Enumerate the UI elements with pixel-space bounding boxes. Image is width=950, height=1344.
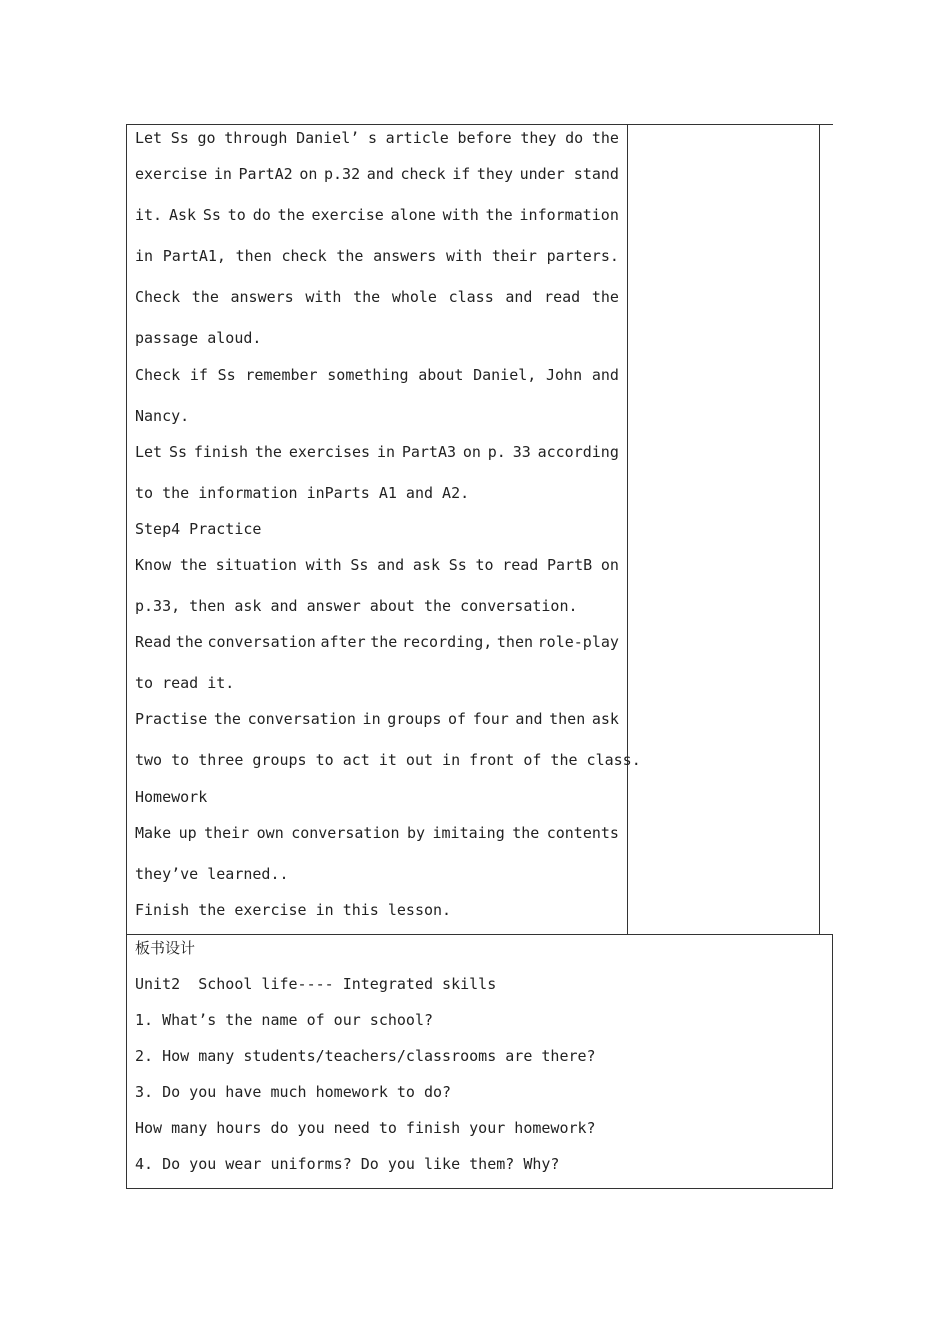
word: the	[370, 633, 398, 651]
word: in	[362, 710, 381, 728]
procedure-line	[135, 205, 619, 225]
word: PartB	[547, 556, 593, 574]
word: PartA3	[401, 443, 457, 461]
word: the	[591, 129, 619, 147]
word: do	[252, 206, 271, 224]
word: and	[366, 165, 394, 183]
word: information	[519, 206, 619, 224]
word: check	[281, 247, 327, 265]
procedure-line	[135, 365, 619, 385]
word: then	[235, 247, 272, 265]
word: imitaing	[432, 824, 505, 842]
word: check	[400, 165, 446, 183]
word: John	[546, 366, 583, 384]
word: with	[442, 206, 479, 224]
word: the	[175, 633, 203, 651]
board-item: 2. How many students/teachers/classrooms are there?	[135, 1047, 596, 1065]
word: the	[512, 824, 540, 842]
word: the	[336, 247, 364, 265]
word: in	[135, 247, 154, 265]
word: Ss	[170, 129, 189, 147]
word: and	[515, 710, 543, 728]
procedure-line: to the information inParts A1 and A2.	[135, 484, 470, 502]
word: four	[472, 710, 509, 728]
word: read	[544, 288, 581, 306]
word: ask	[412, 556, 440, 574]
word: conversation	[207, 633, 316, 651]
word: Check	[135, 366, 181, 384]
table-top-border	[126, 124, 833, 125]
word: answers	[230, 288, 294, 306]
word: class	[448, 288, 494, 306]
procedure-line	[135, 823, 619, 843]
board-title: Unit2 School life---- Integrated skills	[135, 975, 497, 993]
word: groups	[387, 710, 442, 728]
word: Ask	[168, 206, 197, 224]
word: then	[496, 633, 534, 651]
word: it.	[135, 206, 163, 224]
word: with	[305, 556, 342, 574]
word: in	[213, 165, 232, 183]
word: Let	[135, 129, 163, 147]
word: Ss	[168, 443, 187, 461]
procedure-line	[135, 442, 619, 462]
procedure-line	[135, 709, 619, 729]
word: alone	[390, 206, 436, 224]
word: p.32	[324, 165, 361, 183]
word: after	[320, 633, 366, 651]
word: the	[254, 443, 282, 461]
word: the	[591, 288, 619, 306]
word: they	[476, 165, 513, 183]
word: parters.	[546, 247, 619, 265]
word: on	[600, 556, 619, 574]
board-heading: 板书设计	[135, 939, 196, 957]
word: finish	[193, 443, 249, 461]
word: exercises	[288, 443, 371, 461]
word: contents	[546, 824, 619, 842]
word: and	[591, 366, 619, 384]
word: if	[189, 366, 208, 384]
word: answers	[373, 247, 437, 265]
word: they	[520, 129, 557, 147]
word: with	[305, 288, 342, 306]
procedure-line: Nancy.	[135, 407, 190, 425]
word: the	[191, 288, 219, 306]
procedure-line	[135, 632, 619, 652]
board-right-border	[832, 934, 833, 1189]
word: Daniel’	[296, 129, 360, 147]
column-divider	[627, 124, 628, 935]
word: remember	[245, 366, 318, 384]
procedure-line: to read it.	[135, 674, 235, 692]
word: read	[502, 556, 539, 574]
procedure-line: Step4 Practice	[135, 520, 262, 538]
word: recording,	[401, 633, 493, 651]
word: Ss	[350, 556, 369, 574]
word: of	[448, 710, 467, 728]
word: exercise	[135, 165, 208, 183]
word: before	[457, 129, 512, 147]
word: then	[549, 710, 586, 728]
word: their	[204, 824, 250, 842]
board-item: 3. Do you have much homework to do?	[135, 1083, 452, 1101]
word: through	[224, 129, 288, 147]
word: article	[385, 129, 449, 147]
word: with	[446, 247, 483, 265]
board-section-divider	[126, 934, 833, 935]
procedure-line	[135, 164, 619, 184]
word: if	[452, 165, 471, 183]
word: on	[299, 165, 318, 183]
word: the	[485, 206, 513, 224]
word: and	[505, 288, 533, 306]
procedure-line	[135, 555, 619, 575]
word: conversation	[247, 710, 356, 728]
procedure-line: Finish the exercise in this lesson.	[135, 901, 452, 919]
procedure-line	[135, 128, 619, 148]
word: their	[491, 247, 537, 265]
word: ask	[591, 710, 619, 728]
word: according	[537, 443, 619, 461]
word: Practise	[135, 710, 208, 728]
word: role-play	[537, 633, 619, 651]
word: the	[277, 206, 305, 224]
word: in	[376, 443, 395, 461]
word: situation	[215, 556, 297, 574]
word: s	[367, 129, 377, 147]
word: do	[565, 129, 584, 147]
word: go	[197, 129, 216, 147]
word: exercise	[311, 206, 384, 224]
word: under stand	[519, 165, 619, 183]
word: 33	[512, 443, 531, 461]
procedure-line	[135, 246, 619, 266]
word: something	[327, 366, 409, 384]
word: p.	[487, 443, 506, 461]
procedure-line: two to three groups to act it out in front of the class.	[135, 751, 641, 769]
word: the	[213, 710, 241, 728]
word: Let	[135, 443, 163, 461]
word: PartA2	[238, 165, 293, 183]
word: to	[227, 206, 246, 224]
word: Ss	[217, 366, 236, 384]
word: Ss	[202, 206, 221, 224]
word: by	[407, 824, 426, 842]
word: PartA1,	[162, 247, 226, 265]
board-item: 1. What’s the name of our school?	[135, 1011, 434, 1029]
word: the	[179, 556, 207, 574]
word: Check	[135, 288, 181, 306]
word: about	[418, 366, 464, 384]
word: Know	[135, 556, 172, 574]
procedure-line: Homework	[135, 788, 208, 806]
board-item: 4. Do you wear uniforms? Do you like them? Why?	[135, 1155, 560, 1173]
table-bottom-border	[126, 1188, 833, 1189]
procedure-line	[135, 287, 619, 307]
word: Make	[135, 824, 172, 842]
word: up	[178, 824, 197, 842]
word: the	[353, 288, 381, 306]
word: Ss	[448, 556, 467, 574]
word: whole	[391, 288, 437, 306]
word: own	[256, 824, 284, 842]
procedure-line: p.33, then ask and answer about the conversation.	[135, 597, 578, 615]
table-left-border	[126, 124, 127, 1189]
word: conversation	[291, 824, 400, 842]
word: on	[462, 443, 481, 461]
word: Read	[135, 633, 172, 651]
procedure-line: they’ve learned..	[135, 865, 289, 883]
word: Daniel,	[473, 366, 537, 384]
word: and	[377, 556, 405, 574]
word: to	[475, 556, 494, 574]
procedure-line: passage aloud.	[135, 329, 262, 347]
board-item: How many hours do you need to finish your homework?	[135, 1119, 596, 1137]
right-column-border	[819, 124, 820, 935]
